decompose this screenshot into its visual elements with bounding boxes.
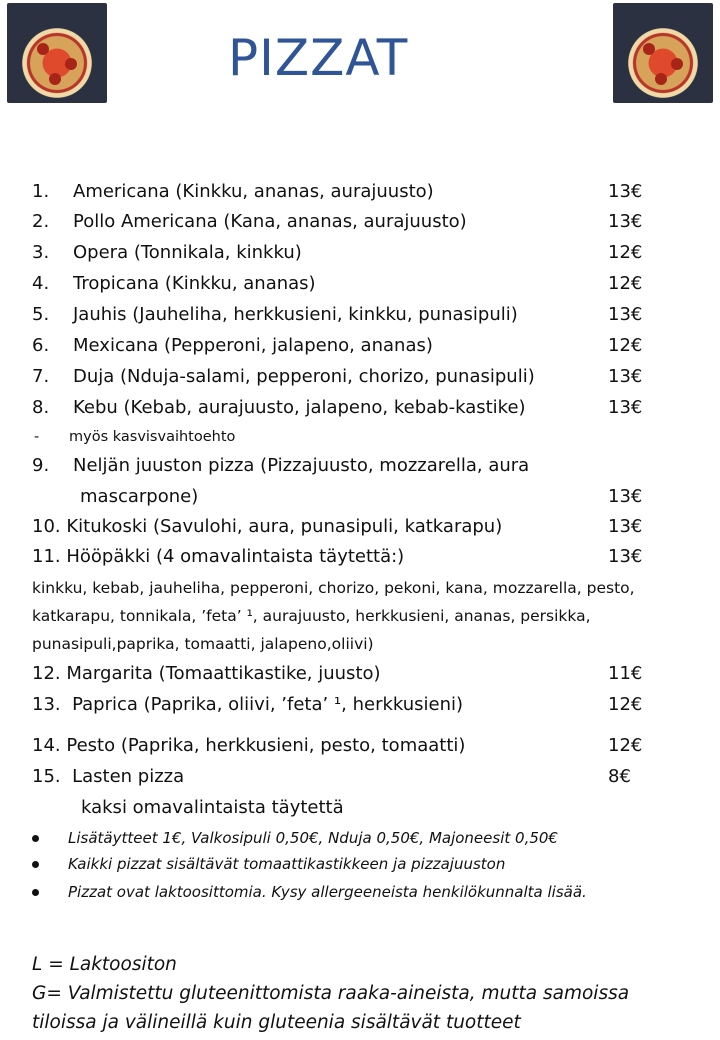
menu-item: 12. Margarita (Tomaattikastike, juusto) — [32, 663, 381, 684]
toppings-line: kinkku, kebab, jauheliha, pepperoni, chorizo, pekoni, kana, mozzarella, pesto, — [32, 579, 635, 597]
menu-item-continuation: mascarpone) — [80, 486, 199, 507]
menu-item-price: 13€ — [608, 516, 643, 537]
menu-item: 4. Tropicana (Kinkku, ananas) — [32, 273, 316, 294]
menu-item-price: 13€ — [608, 304, 643, 325]
menu-item: 8. Kebu (Kebab, aurajuusto, jalapeno, kebab-kastike) — [32, 397, 526, 418]
menu-item: 10. Kitukoski (Savulohi, aura, punasipuli, katkarapu) — [32, 516, 503, 537]
pizza-photo-right — [613, 3, 713, 103]
menu-item-price: 13€ — [608, 181, 643, 202]
item-note-dash: - — [34, 429, 40, 445]
menu-item: 14. Pesto (Paprika, herkkusieni, pesto, tomaatti) — [32, 735, 466, 756]
item-note: myös kasvisvaihtoehto — [69, 429, 236, 445]
legend-line: tiloissa ja välineillä kuin gluteenia sisältävät tuotteet — [32, 1012, 521, 1033]
menu-item: 6. Mexicana (Pepperoni, jalapeno, ananas) — [32, 335, 433, 356]
menu-item: 15. Lasten pizza — [32, 766, 185, 787]
menu-item: 1. Americana (Kinkku, ananas, aurajuusto) — [32, 181, 434, 202]
menu-item-continuation: kaksi omavalintaista täytettä — [81, 797, 344, 818]
menu-item-price: 8€ — [608, 766, 631, 787]
legend-line: L = Laktoositon — [32, 954, 177, 975]
menu-item: 3. Opera (Tonnikala, kinkku) — [32, 242, 302, 263]
menu-item-price: 11€ — [608, 663, 643, 684]
menu-item: 11. Hööpäkki (4 omavalintaista täytettä:) — [32, 546, 405, 567]
menu-item-price: 13€ — [608, 546, 643, 567]
menu-item-price: 12€ — [608, 242, 643, 263]
toppings-line: punasipuli,paprika, tomaatti, jalapeno,oliivi) — [32, 635, 374, 653]
menu-item-price: 13€ — [608, 486, 643, 507]
menu-item: 7. Duja (Nduja-salami, pepperoni, chorizo, punasipuli) — [32, 366, 535, 387]
menu-item-price: 13€ — [608, 366, 643, 387]
menu-item-price: 12€ — [608, 694, 643, 715]
legend-line: G= Valmistettu gluteenittomista raaka-aineista, mutta samoissa — [32, 983, 630, 1004]
menu-item: 5. Jauhis (Jauheliha, herkkusieni, kinkku, punasipuli) — [32, 304, 518, 325]
menu-item-price: 12€ — [608, 335, 643, 356]
menu-item-price: 13€ — [608, 397, 643, 418]
page-title: PIZZAT — [228, 29, 409, 87]
menu-item: 2. Pollo Americana (Kana, ananas, aurajuusto) — [32, 211, 467, 232]
menu-item-price: 12€ — [608, 273, 643, 294]
toppings-line: katkarapu, tonnikala, ’feta’ ¹, aurajuusto, herkkusieni, ananas, persikka, — [32, 607, 591, 625]
menu-item: 9. Neljän juuston pizza (Pizzajuusto, mozzarella, aura — [32, 455, 530, 476]
menu-item: 13. Paprica (Paprika, oliivi, ’feta’ ¹, herkkusieni) — [32, 694, 464, 715]
menu-item-price: 12€ — [608, 735, 643, 756]
pizza-photo-left — [7, 3, 107, 103]
menu-item-price: 13€ — [608, 211, 643, 232]
